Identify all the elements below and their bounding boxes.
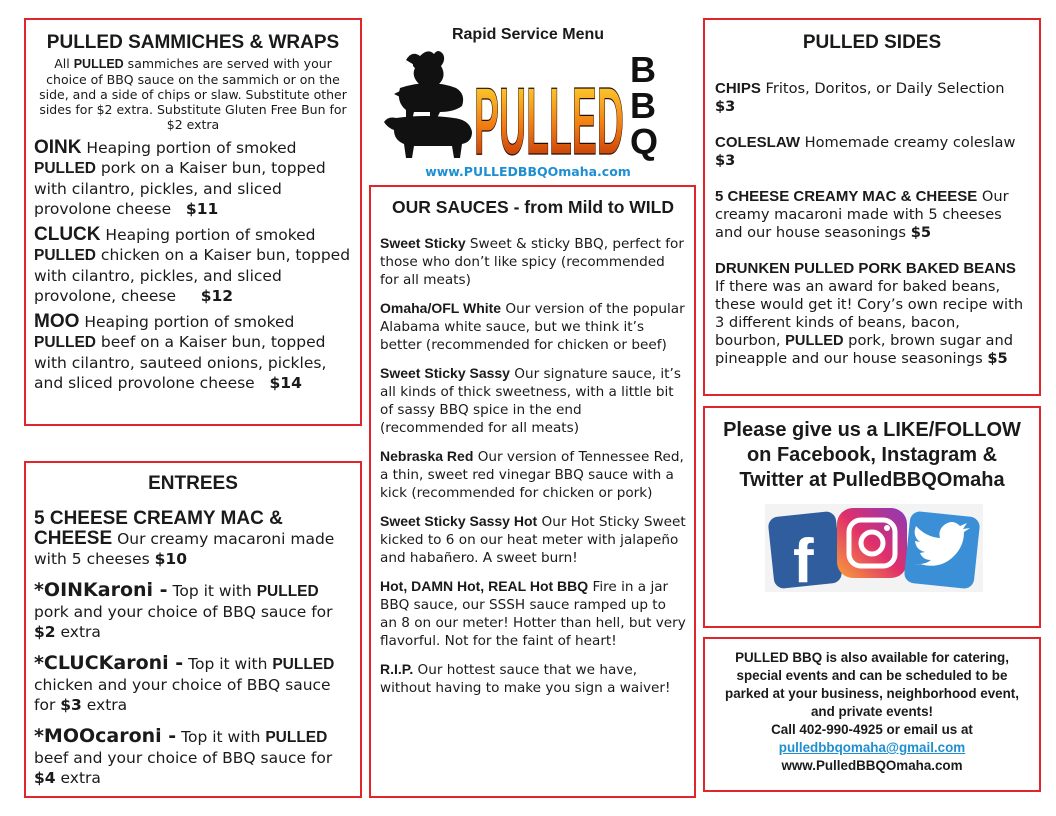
entrees-title: ENTREES (148, 473, 238, 494)
email-link[interactable]: pulledbbqomaha@gmail.com (778, 740, 966, 755)
logo-b2: B (630, 85, 656, 126)
sides-title: PULLED SIDES (802, 32, 942, 53)
sauce-item: Sweet Sticky Sassy Our signature sauce, it’s all kinds of thick sweetness, with a little bit of sassy BBQ spice in the end (recommended for all meats) (380, 365, 681, 436)
sauce-item: Omaha/OFL White Our version of the popular Alabama white sauce, but we think it’s better (recommended for chicken or beef) (380, 300, 685, 353)
price: $5 (910, 224, 931, 241)
menu-item-oink: OINK Heaping portion of smoked PULLED pork on a Kaiser bun, topped with cilantro, pickles, and sliced provolone cheese $11 (34, 137, 326, 218)
sauces-section (369, 185, 696, 798)
side-item-coleslaw: COLESLAW Homemade creamy coleslaw $3 (715, 134, 1016, 169)
menu-item-moo: MOO Heaping portion of smoked PULLED beef on a Kaiser bun, topped with cilantro, sauteed onions, pickles, and sliced provolone cheese $14 (34, 311, 327, 392)
social-section (703, 406, 1041, 628)
pig-icon (394, 83, 463, 120)
logo-q: Q (630, 121, 659, 162)
price: $14 (269, 374, 302, 392)
catering-section (703, 637, 1041, 792)
sauces-title: OUR SAUCES - from Mild to WILD (392, 197, 674, 217)
instagram-icon[interactable] (837, 508, 907, 578)
facebook-icon[interactable] (767, 511, 842, 592)
logo-word: PULLED (474, 68, 624, 166)
menu-item-cluckaroni: *CLUCKaroni - Top it with PULLED chicken and your choice of BBQ sauce for $3 extra (34, 652, 335, 714)
entrees-section (24, 461, 362, 798)
side-item-chips: CHIPS Fritos, Doritos, or Daily Selection $3 (715, 80, 1005, 115)
cow-icon (384, 116, 472, 158)
price: $11 (185, 200, 219, 218)
sammiches-intro: All PULLED sammiches are served with your choice of BBQ sauce on the sammich or on the side, and a side of chips or slaw. Substitute other sides for $2 extra. Substitute Gluten Free Bun for $2 extra (39, 56, 347, 132)
sammiches-title: PULLED SAMMICHES & WRAPS (46, 32, 340, 53)
side-item-beans: DRUNKEN PULLED PORK BAKED BEANS If there was an award for baked beans, these would get it! Cory’s own recipe with 3 different kinds of beans, bacon, bourbon, PULLED pork, brown sugar and pineapple and our house seasonings $5 (715, 260, 1024, 367)
logo-graphic (378, 26, 688, 166)
twitter-icon[interactable] (903, 511, 980, 590)
logo-b1: B (630, 49, 656, 90)
menu-title: Rapid Service Menu (451, 26, 605, 43)
price: $3 (60, 696, 82, 714)
side-item-mac: 5 CHEESE CREAMY MAC & CHEESE Our creamy macaroni made with 5 cheeses and our house seasonings $5 (715, 188, 1009, 241)
sauce-item: Nebraska Red Our version of Tennessee Red, a thin, sweet red vinegar BBQ sauce with a kick (recommended for chicken or pork) (380, 448, 684, 501)
menu-item-moocaroni: *MOOcaroni - Top it with PULLED beef and your choice of BBQ sauce for $4 extra (34, 725, 333, 787)
sides-section (703, 18, 1041, 396)
menu-item-oinkaroni: *OINKaroni - Top it with PULLED pork and your choice of BBQ sauce for $2 extra (34, 579, 333, 641)
menu-item-cluck: CLUCK Heaping portion of smoked PULLED chicken on a Kaiser bun, topped with cilantro, pickles, and sliced provolone, cheese $12 (34, 224, 351, 305)
svg-text:f: f (793, 527, 814, 592)
menu-item-mac: 5 CHEESE CREAMY MAC & CHEESE Our creamy macaroni made with 5 cheeses $10 (34, 508, 335, 568)
price: $3 (715, 152, 736, 169)
rooster-icon (406, 51, 444, 84)
website-text[interactable]: www.PulledBBQOmaha.com (781, 758, 963, 773)
website-link[interactable]: www.PULLEDBBQOmaha.com (425, 164, 631, 179)
price: $10 (154, 550, 187, 568)
price: $5 (987, 350, 1008, 367)
logo (378, 26, 688, 184)
social-icons (765, 504, 983, 592)
social-text: Please give us a LIKE/FOLLOW on Facebook, Instagram & Twitter at PulledBBQOmaha (723, 419, 1021, 491)
contact-phone: Call 402-990-4925 or email us at (771, 722, 973, 737)
price: $3 (715, 98, 736, 115)
catering-text: PULLED BBQ is also available for catering, special events and can be scheduled to be parked at your business, neighborhood event, and private events! (725, 650, 1019, 719)
price: $12 (200, 287, 234, 305)
price: $2 (34, 623, 56, 641)
price: $4 (34, 769, 56, 787)
sauce-item: Sweet Sticky Sweet & sticky BBQ, perfect for those who don’t like spicy (recommended for all meats) (380, 235, 684, 288)
sauce-item: Hot, DAMN Hot, REAL Hot BBQ Fire in a jar BBQ sauce, our SSSH sauce ramped up to an 8 on our meter! Hotter than hell, but very flavorful. Not for the faint of heart! (380, 578, 686, 649)
sauce-item: R.I.P. Our hottest sauce that we have, without having to make you sign a waiver! (380, 661, 671, 696)
sammiches-section (24, 18, 362, 426)
sauce-item: Sweet Sticky Sassy Hot Our Hot Sticky Sweet kicked to 6 on our heat meter with jalapeño and habañero. A sweet burn! (380, 513, 686, 566)
